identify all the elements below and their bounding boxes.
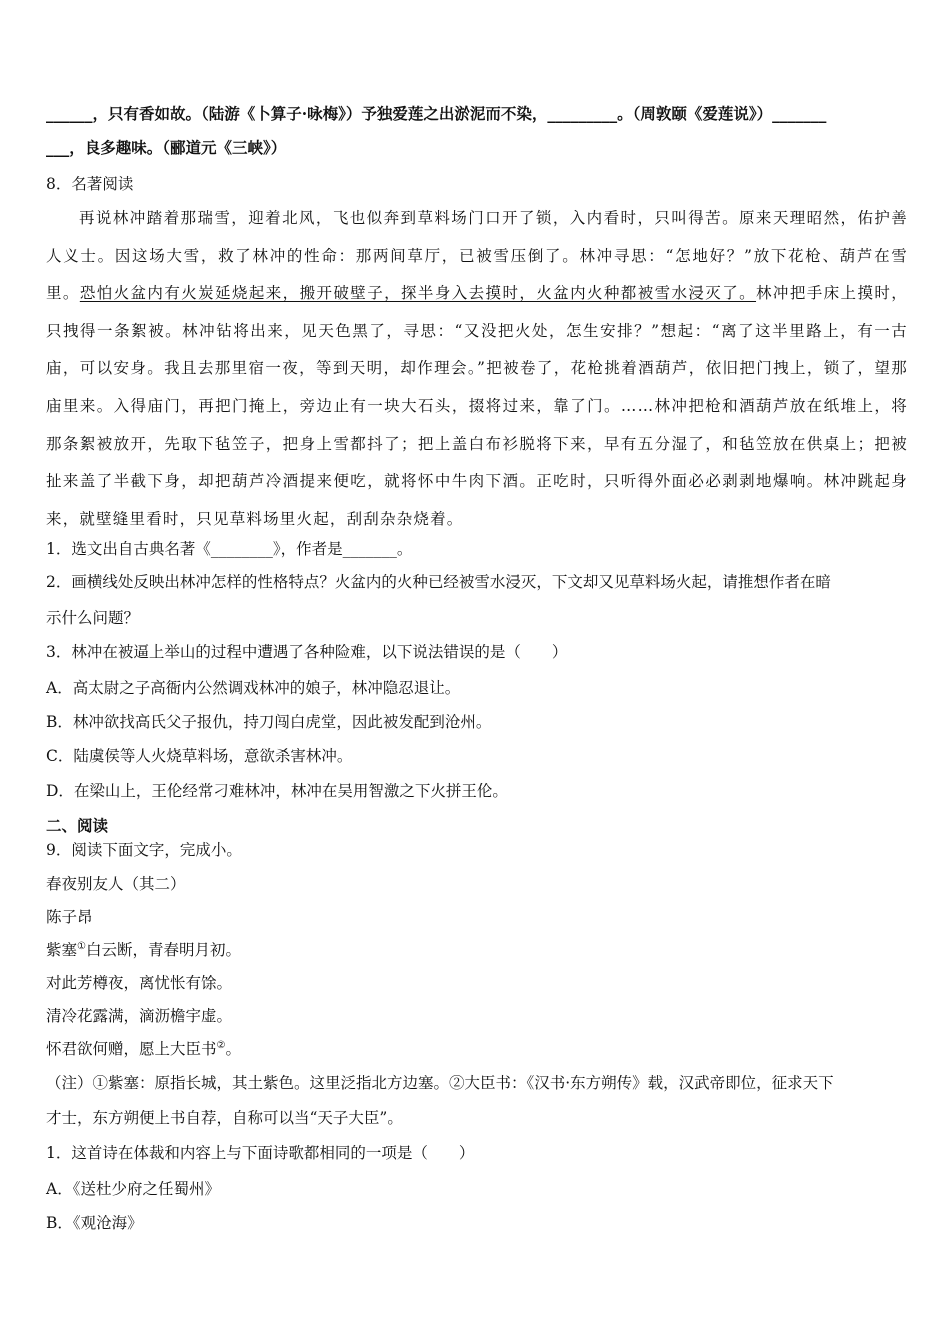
footnote-line-2: 才士，东方朔便上书自荐，自称可以当“天子大臣”。 (46, 1109, 403, 1127)
poem-line-1 (46, 934, 241, 967)
poem-title: 春夜别友人（其二） (46, 875, 186, 893)
q8-sub-question-3: 3．林冲在被逼上举山的过程中遭遇了各种险难，以下说法错误的是（ ） (46, 643, 568, 661)
passage-text-after: 林冲把手床上摸时，只拽得一条絮被。林冲钻将出来，见天色黑了，寻思：“又没把火处，怎生安排？”想起：“离了这半里路上，有一古庙，可以安身。我且去那里宿一夜，等到天明，却作理会。”把被卷了，花枪挑着酒葫芦，依旧把门拽上，锁了，望那庙里来。入得庙门，再把门掩上，旁边止有一块大石头，掇将过来，靠了门。……林冲把枪和酒葫芦放在纸堆上，将那条絮被放开，先取下毡笠子，把身上雪都抖了；把上盖白布衫脱将下来，早有五分湿了，和毡笠放在供桌上；把被扯来盖了半截下身，却把葫芦冷酒提来便吃，就将怀中牛肉下酒。正吃时，只听得外面必必剥剥地爆响。林冲跳起身来，就壁缝里看时，只见草料场里火起，刮刮杂杂烧着。 (46, 284, 908, 528)
question-9-title: 9．阅读下面文字，完成小。 (46, 841, 242, 859)
fill-in-line-1: ______，只有香如故。（陆游《卜算子·咏梅》）予独爱莲之出淤泥而不染，_________。（周敦颐《爱莲说》）_______ (46, 104, 827, 123)
fill-in-line-2: ___，良多趣味。（郦道元《三峡》） (46, 138, 287, 157)
q8-sub-question-2-line-2: 示什么问题？ (46, 609, 140, 627)
q9-option-a: A．《送杜少府之任蜀州》 (46, 1180, 220, 1198)
poem-line-4 (46, 1033, 241, 1066)
poem-line-3: 清冷花露满，滴沥檐宇虚。 (46, 1007, 233, 1025)
poem-line-1-end: 白云断，青春明月初。 (85, 941, 241, 959)
footnote-marker-2: ② (216, 1039, 226, 1051)
q8-sub-question-1: 1．选文出自古典名著《________》，作者是_______。 (46, 540, 413, 558)
question-8-title: 8．名著阅读 (46, 175, 134, 193)
poem-line-4-start: 怀君欲何赠，愿上大臣书 (46, 1040, 217, 1058)
option-c: C．陆虞侯等人火烧草料场，意欲杀害林冲。 (46, 747, 353, 765)
underlined-passage: 恐怕火盆内有火炭延烧起来，搬开破壁子，探半身入去摸时，火盆内火种都被雪水浸灭了。 (79, 284, 757, 303)
q9-option-b: B．《观沧海》 (46, 1214, 143, 1232)
passage-text-before: 再说林冲踏着那瑞雪，迎着北风，飞也似奔到草料场门口开了锁，入内看时，只叫得苦。原来天理昭然，佑护善人义士。因这场大雪，救了林冲的性命：那两间草厅，已被雪压倒了。林冲寻思：“怎地好？”放下花枪、葫芦在雪里。 (46, 209, 908, 303)
novel-excerpt (46, 200, 908, 530)
q8-sub-question-2-line-1: 2．画横线处反映出林冲怎样的性格特点？火盆内的火种已经被雪水浸灭，下文却又见草料场火起，请推想作者在暗 (46, 573, 831, 591)
footnote-marker-1: ① (77, 940, 86, 952)
footnote-line-1: （注）①紫塞：原指长城，其土紫色。这里泛指北方边塞。②大臣书：《汉书·东方朔传》载，汉武帝即位，征求天下 (46, 1074, 834, 1092)
option-a: A．高太尉之子高衙内公然调戏林冲的娘子，林冲隐忍退让。 (46, 679, 461, 697)
poem-author: 陈子昂 (46, 908, 93, 926)
poem-line-1-start: 紫塞 (46, 941, 78, 959)
section-heading: 二、阅读 (46, 816, 109, 835)
q9-sub-question-1: 1．这首诗在体裁和内容上与下面诗歌都相同的一项是（ ） (46, 1144, 475, 1162)
poem-line-2: 对此芳樽夜，离忧怅有馀。 (46, 974, 233, 992)
poem-line-4-end: 。 (225, 1040, 241, 1058)
option-b: B．林冲欲找高氏父子报仇，持刀闯白虎堂，因此被发配到沧州。 (46, 713, 492, 731)
option-d: D．在梁山上，王伦经常刁难林冲，林冲在吴用智激之下火拼王伦。 (46, 782, 508, 800)
